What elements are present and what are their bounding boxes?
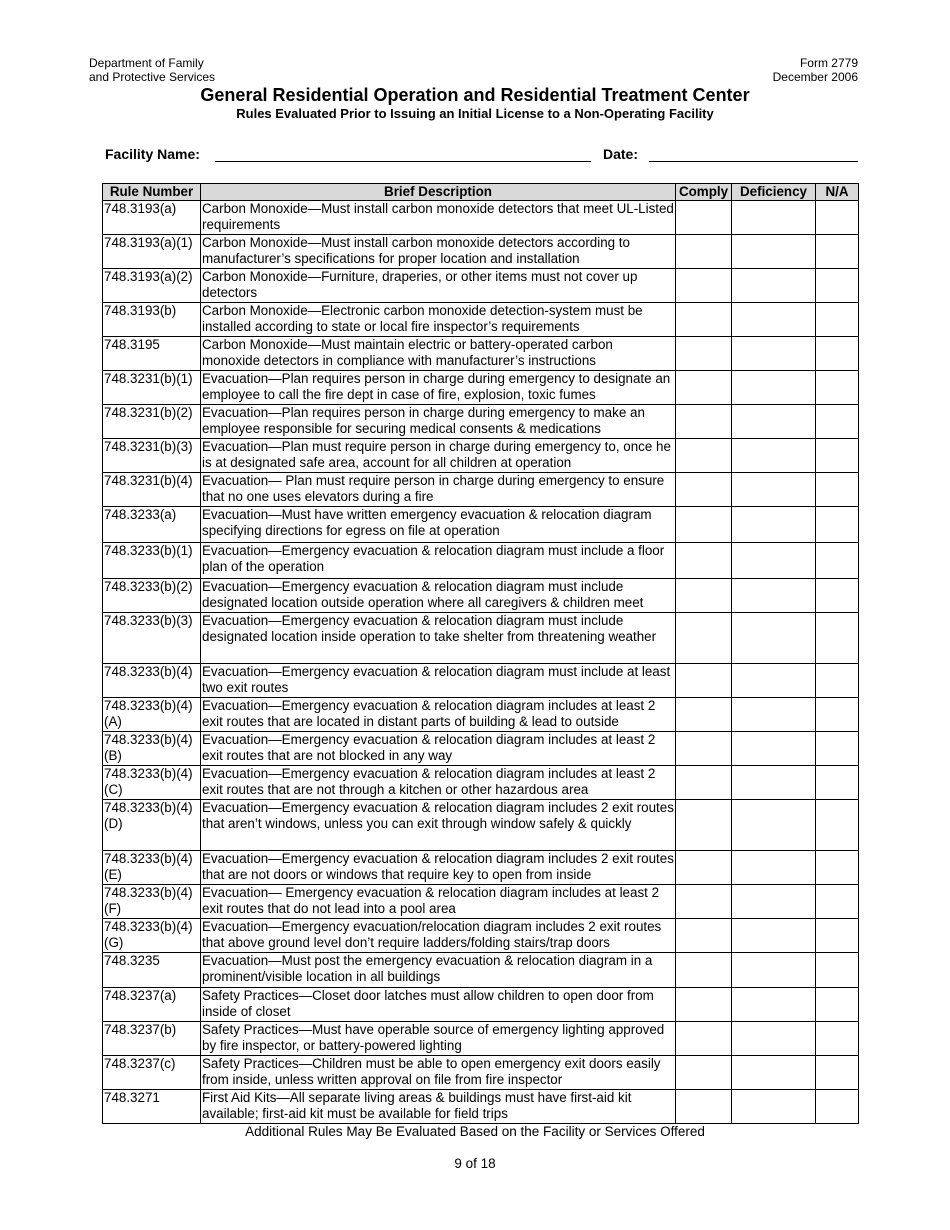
na-cell[interactable]: [816, 698, 859, 732]
brief-description-cell: Evacuation—Must have written emergency evacuation & relocation diagram specifying directions for egress on file at operation: [201, 507, 676, 543]
column-header-brief-description: Brief Description: [201, 184, 676, 201]
table-row: [103, 303, 859, 337]
na-cell[interactable]: [816, 337, 859, 371]
brief-description-cell: Evacuation—Must post the emergency evacuation & relocation diagram in a prominent/visible location in all buildings: [201, 953, 676, 988]
deficiency-cell[interactable]: [732, 664, 816, 698]
comply-cell[interactable]: [676, 507, 732, 543]
na-cell[interactable]: [816, 507, 859, 543]
rule-number-cell: 748.3233(b)(4): [103, 664, 201, 698]
rule-number-cell: 748.3233(b)(4)(C): [103, 766, 201, 800]
deficiency-cell[interactable]: [732, 405, 816, 439]
column-header-deficiency: Deficiency: [732, 184, 816, 201]
table-row: [103, 473, 859, 507]
comply-cell[interactable]: [676, 885, 732, 919]
brief-description-cell: Evacuation—Emergency evacuation & relocation diagram must include at least two exit routes: [201, 664, 676, 698]
deficiency-cell[interactable]: [732, 885, 816, 919]
table-row: [103, 543, 859, 579]
comply-cell[interactable]: [676, 439, 732, 473]
form-date: December 2006: [772, 70, 858, 84]
comply-cell[interactable]: [676, 269, 732, 303]
comply-cell[interactable]: [676, 953, 732, 988]
comply-cell[interactable]: [676, 405, 732, 439]
brief-description-cell: Evacuation—Emergency evacuation & relocation diagram includes 2 exit routes that are not doors or windows that require key to open from inside: [201, 851, 676, 885]
comply-cell[interactable]: [676, 579, 732, 613]
deficiency-cell[interactable]: [732, 337, 816, 371]
rule-number-cell: 748.3233(b)(4)(A): [103, 698, 201, 732]
rule-number-cell: 748.3271: [103, 1090, 201, 1124]
agency-name-line2: and Protective Services: [89, 70, 216, 84]
comply-cell[interactable]: [676, 473, 732, 507]
comply-cell[interactable]: [676, 613, 732, 664]
na-cell[interactable]: [816, 371, 859, 405]
table-row: [103, 766, 859, 800]
facility-name-field[interactable]: [215, 161, 591, 162]
deficiency-cell[interactable]: [732, 473, 816, 507]
deficiency-cell[interactable]: [732, 543, 816, 579]
brief-description-cell: Evacuation— Emergency evacuation & relocation diagram includes at least 2 exit routes that do not lead into a pool area: [201, 885, 676, 919]
rules-table: [102, 183, 859, 1124]
table-row: [103, 579, 859, 613]
deficiency-cell[interactable]: [732, 698, 816, 732]
table-row: [103, 919, 859, 953]
brief-description-cell: Evacuation—Emergency evacuation/relocation diagram includes 2 exit routes that above ground level don’t require ladders/folding stairs/trap doors: [201, 919, 676, 953]
brief-description-cell: Evacuation—Plan must require person in charge during emergency to, once he is at designated safe area, account for all children at operation: [201, 439, 676, 473]
table-row: [103, 439, 859, 473]
facility-name-label: Facility Name:: [105, 146, 200, 162]
na-cell[interactable]: [816, 303, 859, 337]
deficiency-cell[interactable]: [732, 919, 816, 953]
deficiency-cell[interactable]: [732, 1090, 816, 1124]
brief-description-cell: Evacuation—Plan requires person in charge during emergency to designate an employee to call the fire dept in case of fire, explosion, toxic fumes: [201, 371, 676, 405]
brief-description-cell: Carbon Monoxide—Must maintain electric or battery-operated carbon monoxide detectors in compliance with manufacturer’s instructions: [201, 337, 676, 371]
deficiency-cell[interactable]: [732, 732, 816, 766]
table-row: [103, 235, 859, 269]
comply-cell[interactable]: [676, 1056, 732, 1090]
rule-number-cell: 748.3233(b)(2): [103, 579, 201, 613]
na-cell[interactable]: [816, 1056, 859, 1090]
agency-header: [89, 56, 215, 84]
na-cell[interactable]: [816, 613, 859, 664]
table-row: [103, 664, 859, 698]
table-row: [103, 885, 859, 919]
na-cell[interactable]: [816, 405, 859, 439]
comply-cell[interactable]: [676, 235, 732, 269]
column-header-comply: Comply: [676, 184, 732, 201]
table-row: [103, 371, 859, 405]
table-row: [103, 1056, 859, 1090]
deficiency-cell[interactable]: [732, 766, 816, 800]
brief-description-cell: Carbon Monoxide—Must install carbon monoxide detectors according to manufacturer’s specifications for proper location and installation: [201, 235, 676, 269]
rule-number-cell: 748.3233(b)(4)(G): [103, 919, 201, 953]
table-row: [103, 1090, 859, 1124]
deficiency-cell[interactable]: [732, 579, 816, 613]
brief-description-cell: Evacuation—Emergency evacuation & relocation diagram must include designated location inside operation to take shelter from threatening weather: [201, 613, 676, 664]
na-cell[interactable]: [816, 473, 859, 507]
rule-number-cell: 748.3237(c): [103, 1056, 201, 1090]
rule-number-cell: 748.3237(a): [103, 988, 201, 1022]
page-title: General Residential Operation and Residential Treatment Center: [200, 85, 750, 105]
na-cell[interactable]: [816, 579, 859, 613]
table-row: [103, 698, 859, 732]
na-cell[interactable]: [816, 732, 859, 766]
na-cell[interactable]: [816, 766, 859, 800]
na-cell[interactable]: [816, 988, 859, 1022]
table-row: [103, 337, 859, 371]
comply-cell[interactable]: [676, 303, 732, 337]
na-cell[interactable]: [816, 1022, 859, 1056]
brief-description-cell: Evacuation—Emergency evacuation & relocation diagram includes at least 2 exit routes that are located in distant parts of building & lead to outside: [201, 698, 676, 732]
rule-number-cell: 748.3231(b)(2): [103, 405, 201, 439]
comply-cell[interactable]: [676, 766, 732, 800]
rule-number-cell: 748.3193(a)(1): [103, 235, 201, 269]
table-row: [103, 953, 859, 988]
na-cell[interactable]: [816, 953, 859, 988]
table-row: [103, 201, 859, 235]
brief-description-cell: Evacuation—Emergency evacuation & relocation diagram includes 2 exit routes that aren’t windows, unless you can exit through window safely & quickly: [201, 800, 676, 851]
brief-description-cell: Safety Practices—Must have operable source of emergency lighting approved by fire inspector, or battery-powered lighting: [201, 1022, 676, 1056]
deficiency-cell[interactable]: [732, 303, 816, 337]
table-row: [103, 613, 859, 664]
table-row: [103, 507, 859, 543]
brief-description-cell: Evacuation—Emergency evacuation & relocation diagram must include a floor plan of the operation: [201, 543, 676, 579]
na-cell[interactable]: [816, 439, 859, 473]
comply-cell[interactable]: [676, 732, 732, 766]
table-header-row: [103, 184, 859, 201]
form-number: Form 2779: [799, 56, 858, 70]
deficiency-cell[interactable]: [732, 269, 816, 303]
na-cell[interactable]: [816, 201, 859, 235]
comply-cell[interactable]: [676, 337, 732, 371]
rule-number-cell: 748.3233(b)(4)(D): [103, 800, 201, 851]
rule-number-cell: 748.3233(a): [103, 507, 201, 543]
na-cell[interactable]: [816, 269, 859, 303]
rule-number-cell: 748.3233(b)(1): [103, 543, 201, 579]
table-row: [103, 800, 859, 851]
column-header-rule-number: Rule Number: [103, 184, 201, 201]
deficiency-cell[interactable]: [732, 201, 816, 235]
rule-number-cell: 748.3233(b)(3): [103, 613, 201, 664]
rule-number-cell: 748.3237(b): [103, 1022, 201, 1056]
deficiency-cell[interactable]: [732, 235, 816, 269]
date-field[interactable]: [649, 161, 858, 162]
page-subtitle: Rules Evaluated Prior to Issuing an Initial License to a Non-Operating Facility: [236, 106, 714, 121]
comply-cell[interactable]: [676, 800, 732, 851]
footer-note: Additional Rules May Be Evaluated Based on the Facility or Services Offered: [245, 1124, 705, 1139]
brief-description-cell: Carbon Monoxide—Must install carbon monoxide detectors that meet UL-Listed requirements: [201, 201, 676, 235]
brief-description-cell: Carbon Monoxide—Electronic carbon monoxide detection-system must be installed according to state or local fire inspector’s requirements: [201, 303, 676, 337]
brief-description-cell: Evacuation—Emergency evacuation & relocation diagram includes at least 2 exit routes that are not blocked in any way: [201, 732, 676, 766]
comply-cell[interactable]: [676, 988, 732, 1022]
agency-name-line1: Department of Family: [89, 56, 204, 70]
rule-number-cell: 748.3231(b)(4): [103, 473, 201, 507]
brief-description-cell: Carbon Monoxide—Furniture, draperies, or other items must not cover up detectors: [201, 269, 676, 303]
comply-cell[interactable]: [676, 698, 732, 732]
comply-cell[interactable]: [676, 664, 732, 698]
rule-number-cell: 748.3193(a): [103, 201, 201, 235]
table-row: [103, 988, 859, 1022]
rules-table-body: [103, 201, 859, 1124]
rule-number-cell: 748.3235: [103, 953, 201, 988]
na-cell[interactable]: [816, 919, 859, 953]
table-row: [103, 851, 859, 885]
brief-description-cell: Evacuation—Emergency evacuation & relocation diagram must include designated location outside operation where all caregivers & children meet: [201, 579, 676, 613]
deficiency-cell[interactable]: [732, 953, 816, 988]
deficiency-cell[interactable]: [732, 439, 816, 473]
rule-number-cell: 748.3195: [103, 337, 201, 371]
na-cell[interactable]: [816, 851, 859, 885]
brief-description-cell: Safety Practices—Closet door latches must allow children to open door from inside of closet: [201, 988, 676, 1022]
comply-cell[interactable]: [676, 201, 732, 235]
page-number: 9 of 18: [454, 1156, 496, 1171]
deficiency-cell[interactable]: [732, 507, 816, 543]
table-row: [103, 269, 859, 303]
rule-number-cell: 748.3193(a)(2): [103, 269, 201, 303]
rule-number-cell: 748.3231(b)(1): [103, 371, 201, 405]
table-row: [103, 1022, 859, 1056]
brief-description-cell: Evacuation—Plan requires person in charge during emergency to make an employee responsible for securing medical consents & medications: [201, 405, 676, 439]
rule-number-cell: 748.3193(b): [103, 303, 201, 337]
na-cell[interactable]: [816, 235, 859, 269]
form-info: [773, 56, 858, 84]
table-row: [103, 732, 859, 766]
column-header-na: N/A: [816, 184, 859, 201]
deficiency-cell[interactable]: [732, 988, 816, 1022]
deficiency-cell[interactable]: [732, 851, 816, 885]
brief-description-cell: Evacuation—Emergency evacuation & relocation diagram includes at least 2 exit routes that are not through a kitchen or other hazardous area: [201, 766, 676, 800]
deficiency-cell[interactable]: [732, 800, 816, 851]
comply-cell[interactable]: [676, 1022, 732, 1056]
brief-description-cell: First Aid Kits—All separate living areas & buildings must have first-aid kit available; first-aid kit must be available for field trips: [201, 1090, 676, 1124]
rule-number-cell: 748.3231(b)(3): [103, 439, 201, 473]
comply-cell[interactable]: [676, 1090, 732, 1124]
deficiency-cell[interactable]: [732, 1022, 816, 1056]
na-cell[interactable]: [816, 664, 859, 698]
comply-cell[interactable]: [676, 919, 732, 953]
na-cell[interactable]: [816, 1090, 859, 1124]
deficiency-cell[interactable]: [732, 1056, 816, 1090]
rule-number-cell: 748.3233(b)(4)(E): [103, 851, 201, 885]
na-cell[interactable]: [816, 885, 859, 919]
deficiency-cell[interactable]: [732, 613, 816, 664]
brief-description-cell: Evacuation— Plan must require person in charge during emergency to ensure that no one uses elevators during a fire: [201, 473, 676, 507]
comply-cell[interactable]: [676, 851, 732, 885]
rule-number-cell: 748.3233(b)(4)(F): [103, 885, 201, 919]
na-cell[interactable]: [816, 800, 859, 851]
date-label: Date:: [603, 146, 639, 162]
comply-cell[interactable]: [676, 543, 732, 579]
rule-number-cell: 748.3233(b)(4)(B): [103, 732, 201, 766]
na-cell[interactable]: [816, 543, 859, 579]
deficiency-cell[interactable]: [732, 371, 816, 405]
table-row: [103, 405, 859, 439]
brief-description-cell: Safety Practices—Children must be able to open emergency exit doors easily from inside, unless written approval on file from fire inspector: [201, 1056, 676, 1090]
comply-cell[interactable]: [676, 371, 732, 405]
